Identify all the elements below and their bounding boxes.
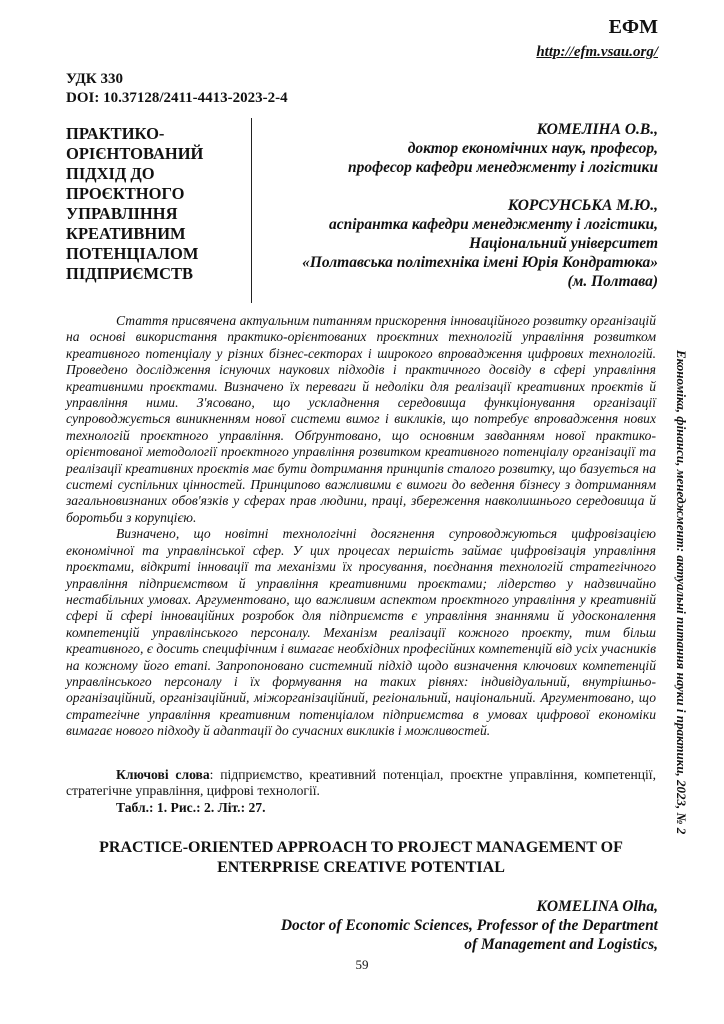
title-line: ПІДХІД ДО: [66, 164, 155, 183]
title-line: ОРІЄНТОВАНИЙ: [66, 144, 204, 163]
journal-logo: ЕФМ: [608, 16, 658, 38]
tables-info: Табл.: 1. Рис.: 2. Літ.: 27.: [116, 799, 266, 815]
title-divider: [251, 118, 252, 303]
authors-en: [178, 897, 658, 954]
author-2-city: (м. Полтава): [567, 273, 658, 290]
author-1-degree: доктор економічних наук, професор,: [407, 140, 658, 157]
keywords-label: Ключові слова: [116, 767, 210, 782]
abstract-paragraph-2: Визначено, що новітні технологічні досягнення супроводжуються цифровізацією економічної та управлінської сфер. У цих процесах першість займає цифровізація управління проєктами, відкриті інновації та механізми їх просування, поєднання технологій стратегічного управління підприємством й управління креативними проєктами; лідерство у надзвичайно нестабільних умовах. Аргументовано, що важливим аспектом проєктного управління у креативній сфері й сфері інноваційних розробок для підприємств є управління знаннями й удосконалення компетенцій управлінського персоналу. Механізм реалізації кожного проєкту, тим більш креативного, є досить специфічним і вимагає необхідних професійних компетенцій від усіх учасників на кожному його етапі. Запропоновано системний підхід щодо визначення ключових компетенцій управлінського персоналу і їх формування на таких рівнях: індивідуальний, внутрішньо-організаційний, організаційний, міжорганізаційний, регіональний, національний. Аргументовано, що стратегічне управління креативним потенціалом підприємства в умовах цифрової економіки вимагає нового підходу й адаптації до сучасних викликів і можливостей.: [66, 526, 656, 739]
author-en-name: KOMELINA Olha,: [536, 898, 658, 915]
keywords: [66, 767, 656, 800]
keywords-block: [66, 767, 656, 816]
authors-ua: [258, 120, 658, 291]
title-line: КРЕАТИВНИМ: [66, 224, 186, 243]
udk-code: УДК 330: [66, 71, 123, 87]
article-title-en: PRACTICE-ORIENTED APPROACH TO PROJECT MANAGEMENT OF ENTERPRISE CREATIVE POTENTIAL: [99, 839, 623, 876]
keywords-text: : підприємство, креативний потенціал, проєктне управління, компетенції, стратегічне управління, цифрові технології.: [66, 767, 656, 799]
author-2-affiliation: Національний університет: [469, 235, 658, 252]
side-title-text: Економіка, фінанси, менеджмент: актуальні питання науки і практики, 2023, № 2: [674, 350, 689, 835]
title-line: УПРАВЛІННЯ: [66, 204, 178, 223]
author-2-name: КОРСУНСЬКА М.Ю.,: [507, 197, 658, 214]
page-number: 59: [355, 957, 369, 972]
journal-url[interactable]: http://efm.vsau.org/: [536, 44, 658, 60]
title-line: ПРАКТИКО-: [66, 124, 165, 143]
authors-gap: [258, 177, 658, 196]
identifiers: [66, 70, 288, 108]
abstract-paragraph-1: Стаття присвячена актуальним питанням прискорення інноваційного розвитку організацій на основі використання практико-орієнтованих проєктних технологій управління розвитком креативного потенціалу у різних бізнес-секторах і широкого впровадження цифрових технологій. Проведено дослідження існуючих наукових підходів і практичного досвіду в сфері управління креативними проєктами. Визначено їх переваги й недоліки для реалізації креативних проєктів й управління ними. З'ясовано, що ускладнення середовища функціонування організації супроводжується виникненням нової системи вимог і викликів, що потребує впровадження нових технологій проєктного управління. Обґрунтовано, що основним завданням нової практико-орієнтованої методології проєктного управління розвитком креативного потенціалу організації та реалізації креативних проєктів має бути дотримання принципів сталого розвитку, що базується на системі суспільних цінностей. Принципово важливими є вимоги до ведення бізнесу з дотриманням загальновизнаних обов'язків у сферах прав людини, праці, збереження навколишнього середовища й боротьби з корупцією.: [66, 313, 656, 525]
title-line: ПОТЕНЦІАЛОМ: [66, 244, 199, 263]
author-1-name: КОМЕЛІНА О.В.,: [536, 121, 658, 138]
author-en-department: of Management and Logistics,: [464, 936, 658, 953]
title-line: ПРОЄКТНОГО: [66, 184, 185, 203]
author-en-degree: Doctor of Economic Sciences, Professor of the Department: [280, 917, 658, 934]
author-1-position: професор кафедри менеджменту і логістики: [347, 159, 658, 176]
doi[interactable]: DOI: 10.37128/2411-4413-2023-2-4: [66, 90, 288, 106]
title-line: ПІДПРИЄМСТВ: [66, 264, 194, 283]
journal-side-title: [673, 350, 691, 930]
article-title-ua: [66, 124, 246, 284]
abstract-ua: [66, 313, 656, 740]
author-2-position: аспірантка кафедри менеджменту і логістики,: [329, 216, 658, 233]
author-2-affiliation-name: «Полтавська політехніка імені Юрія Кондратюка»: [302, 254, 658, 271]
